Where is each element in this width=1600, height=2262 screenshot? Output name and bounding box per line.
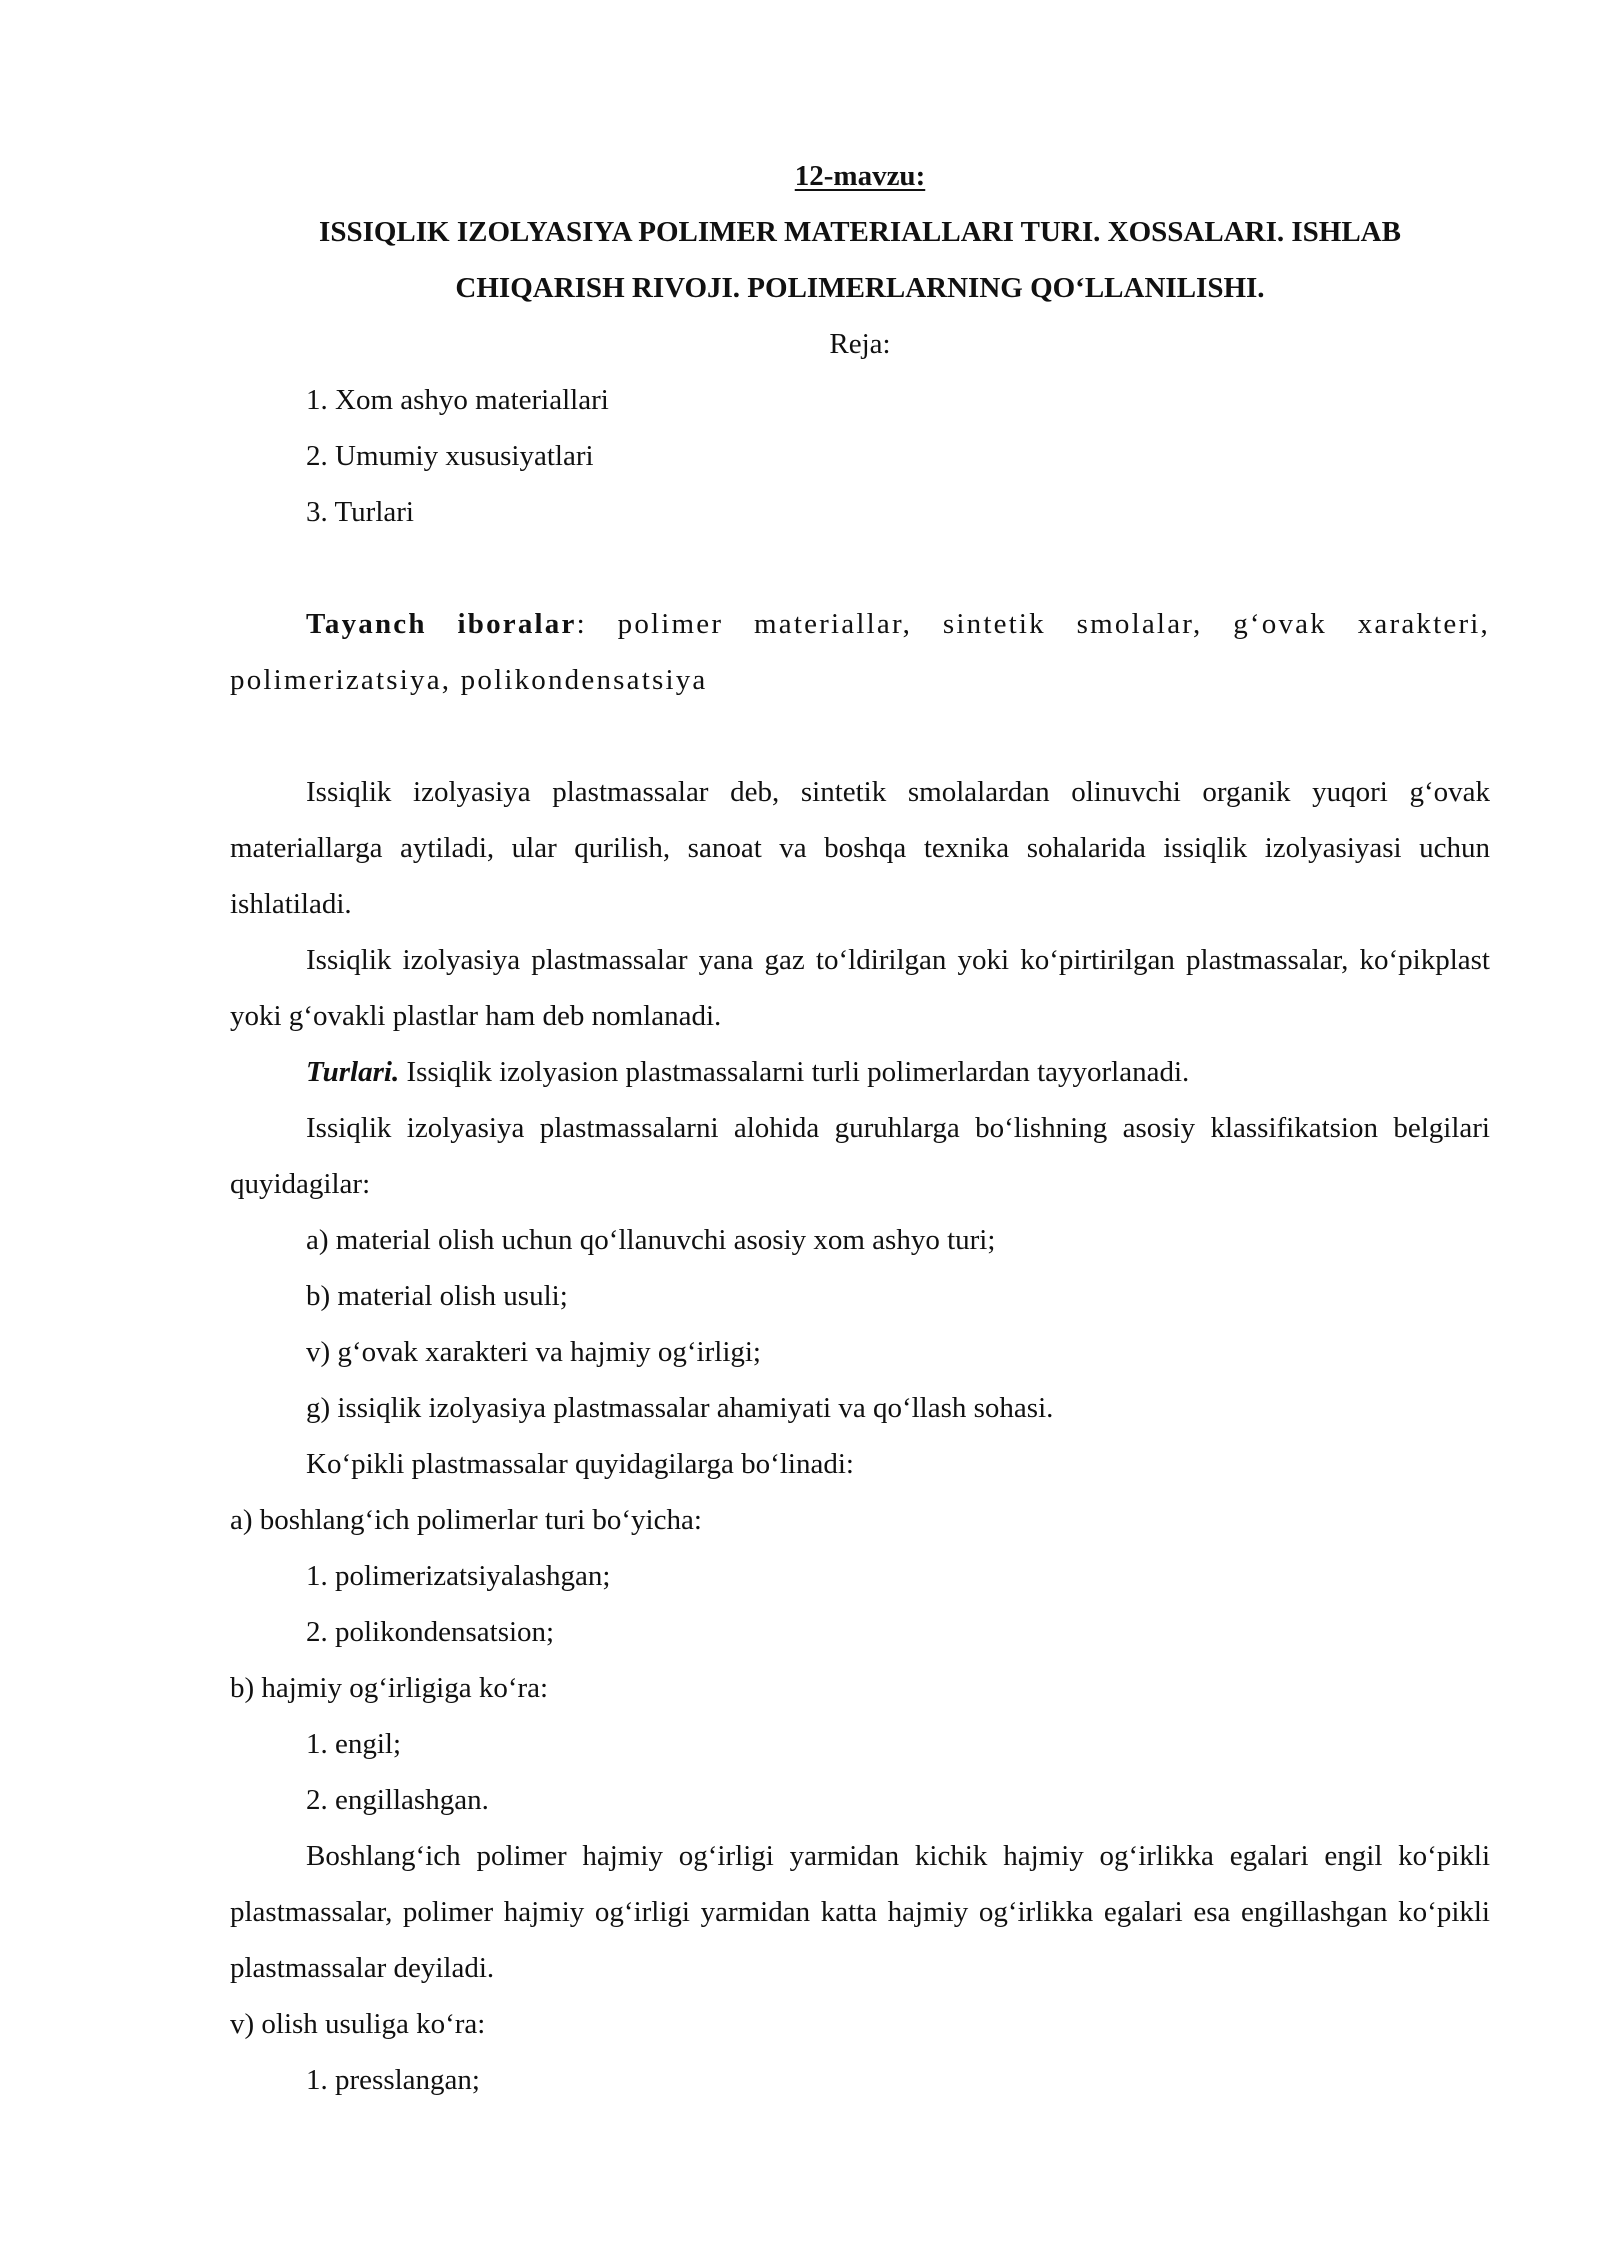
group-b-heading: b) hajmiy og‘irligiga ko‘ra: [230, 1672, 549, 1704]
group-b-item: 1. engil; [306, 1728, 402, 1760]
document-page [230, 148, 1490, 2108]
plan-item: 3. Turlari [306, 496, 414, 528]
group-a-heading: a) boshlang‘ich polimerlar turi bo‘yicha: [230, 1504, 702, 1536]
plan-item: 2. Umumiy xususiyatlari [306, 440, 594, 472]
group-v-heading: v) olish usuliga ko‘ra: [230, 2008, 486, 2040]
plan-label: Reja: [829, 328, 891, 360]
body-paragraph-6: Boshlang‘ich polimer hajmiy og‘irligi yarmidan kichik hajmiy og‘irlikka egalari engil ko‘pikli plastmassalar, polimer hajmiy og‘irligi yarmidan katta hajmiy og‘irlikka egalari esa engillashgan ko‘pikli plastmassalar deyiladi. [230, 1840, 1490, 1984]
keywords-label: Tayanch iboralar [306, 608, 577, 640]
topic-number: 12-mavzu: [794, 160, 926, 192]
classification-item: g) issiqlik izolyasiya plastmassalar ahamiyati va qo‘llash sohasi. [306, 1392, 1054, 1424]
turlari-text: Issiqlik izolyasion plastmassalarni turli polimerlardan tayyorlanadi. [399, 1056, 1190, 1088]
classification-item: b) material olish usuli; [306, 1280, 568, 1312]
document-title-line-2: CHIQARISH RIVOJI. POLIMERLARNING QO‘LLANILISHI. [455, 272, 1265, 304]
body-paragraph-4: Issiqlik izolyasiya plastmassalarni alohida guruhlarga bo‘lishning asosiy klassifikatsion belgilari quyidagilar: [230, 1112, 1490, 1200]
body-paragraph-1: Issiqlik izolyasiya plastmassalar deb, sintetik smolalardan olinuvchi organik yuqori g‘ovak materiallarga aytiladi, ular qurilish, sanoat va boshqa texnika sohalarida issiqlik izolyasiyasi uchun ishlatiladi. [230, 776, 1490, 920]
document-title-line-1: ISSIQLIK IZOLYASIYA POLIMER MATERIALLARI TURI. XOSSALARI. ISHLAB [319, 216, 1401, 248]
turlari-paragraph [230, 1044, 1490, 1100]
group-v-item: 1. presslangan; [306, 2064, 480, 2096]
classification-item: v) g‘ovak xarakteri va hajmiy og‘irligi; [306, 1336, 761, 1368]
group-a-item: 1. polimerizatsiyalashgan; [306, 1560, 611, 1592]
plan-item: 1. Xom ashyo materiallari [306, 384, 609, 416]
turlari-label: Turlari. [306, 1056, 400, 1088]
spacer [230, 540, 1490, 596]
spacer [230, 708, 1490, 764]
body-paragraph-5: Ko‘pikli plastmassalar quyidagilarga bo‘linadi: [306, 1448, 854, 1480]
keywords-text: : polimer materiallar, sintetik smolalar, g‘ovak xarakteri, polimerizatsiya, polikondensatsiya [230, 608, 1491, 696]
group-a-item: 2. polikondensatsion; [306, 1616, 555, 1648]
body-paragraph-2: Issiqlik izolyasiya plastmassalar yana gaz to‘ldirilgan yoki ko‘pirtirilgan plastmassalar, ko‘pikplast yoki g‘ovakli plastlar ham deb nomlanadi. [230, 944, 1490, 1032]
classification-item: a) material olish uchun qo‘llanuvchi asosiy xom ashyo turi; [306, 1224, 996, 1256]
group-b-item: 2. engillashgan. [306, 1784, 489, 1816]
keywords-paragraph [230, 596, 1490, 708]
